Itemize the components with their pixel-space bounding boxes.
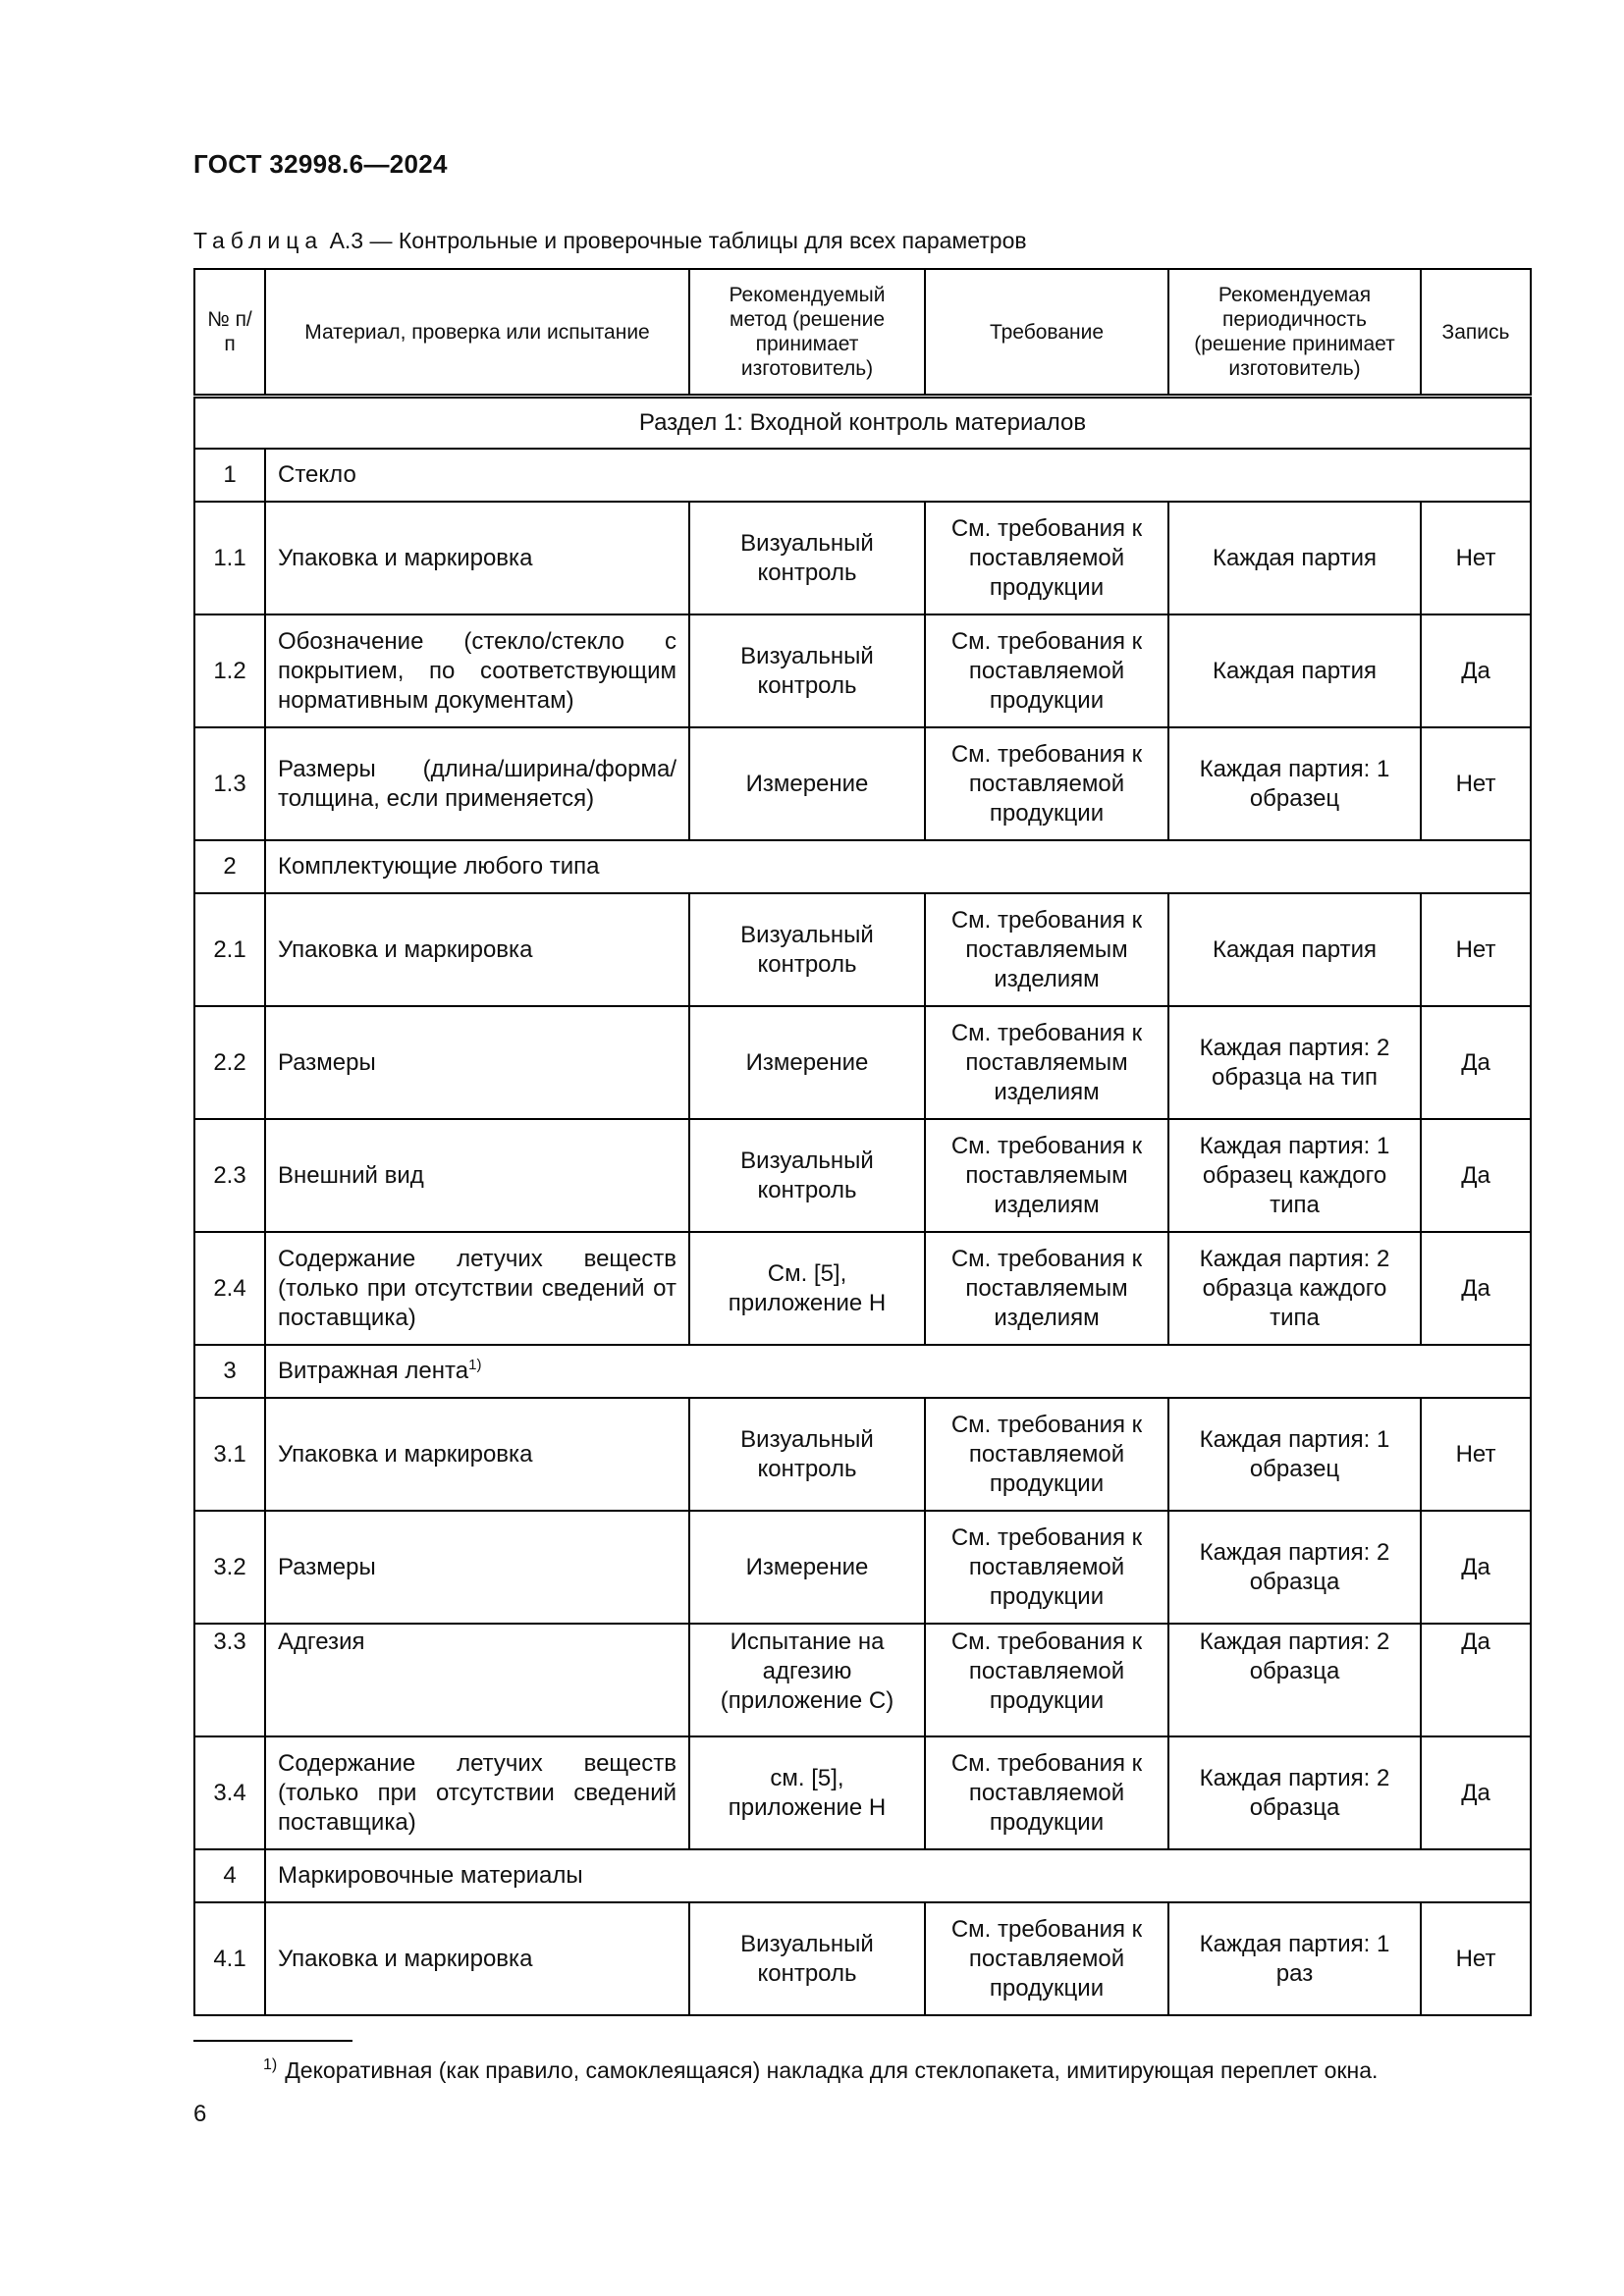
row-num: 3.3 <box>194 1624 265 1736</box>
row-method: см. [5], приложение Н <box>689 1736 925 1849</box>
row-material: Содержание летучих веществ (только при отсутствии сведений поставщика) <box>265 1736 689 1849</box>
col-header-num: № п/п <box>194 269 265 397</box>
row-method: Визуальный контроль <box>689 893 925 1006</box>
row-period: Каждая партия: 2 образца каждого типа <box>1168 1232 1421 1345</box>
row-method: Визуальный контроль <box>689 1902 925 2015</box>
table-row-group <box>194 840 1531 893</box>
row-method: Измерение <box>689 727 925 840</box>
row-period: Каждая партия <box>1168 502 1421 614</box>
row-num: 3 <box>194 1345 265 1398</box>
row-material: Размеры <box>265 1511 689 1624</box>
row-method: Визуальный контроль <box>689 614 925 727</box>
table-caption <box>193 228 1027 254</box>
footnote-divider <box>193 2040 352 2042</box>
group-title: Комплектующие любого типа <box>265 840 1531 893</box>
row-num: 1 <box>194 449 265 502</box>
control-table <box>193 268 1532 2016</box>
row-material: Упаковка и маркировка <box>265 893 689 1006</box>
row-period: Каждая партия: 2 образца <box>1168 1624 1421 1736</box>
row-material: Размеры <box>265 1006 689 1119</box>
row-method: Измерение <box>689 1511 925 1624</box>
page-number: 6 <box>193 2101 207 2127</box>
row-num: 4 <box>194 1849 265 1902</box>
row-num: 1.1 <box>194 502 265 614</box>
table-row <box>194 893 1531 1006</box>
row-record: Да <box>1421 1511 1531 1624</box>
row-requirement: См. требования к поставляемым изделиям <box>925 1006 1168 1119</box>
row-method: Измерение <box>689 1006 925 1119</box>
row-method: Визуальный контроль <box>689 1398 925 1511</box>
row-method: Визуальный контроль <box>689 502 925 614</box>
group-title-text: Витражная лента <box>278 1358 469 1384</box>
table-row <box>194 727 1531 840</box>
row-requirement: См. требования к поставляемой продукции <box>925 1736 1168 1849</box>
row-num: 1.3 <box>194 727 265 840</box>
row-period: Каждая партия: 2 образца на тип <box>1168 1006 1421 1119</box>
table-row-group <box>194 449 1531 502</box>
row-record: Нет <box>1421 1902 1531 2015</box>
row-period: Каждая партия: 2 образца <box>1168 1511 1421 1624</box>
table-row <box>194 614 1531 727</box>
row-num: 3.2 <box>194 1511 265 1624</box>
col-header-method: Рекомендуемый метод (решение принимает изготовитель) <box>689 269 925 397</box>
row-requirement: См. требования к поставляемым изделиям <box>925 1232 1168 1345</box>
row-requirement: См. требования к поставляемой продукции <box>925 614 1168 727</box>
table-row <box>194 502 1531 614</box>
table-row <box>194 1624 1531 1736</box>
table-row <box>194 1511 1531 1624</box>
row-period: Каждая партия <box>1168 614 1421 727</box>
footnote-text: Декоративная (как правило, самоклеящаяся) накладка для стеклопакета, имитирующая переплет окна. <box>285 2057 1379 2083</box>
row-num: 2.3 <box>194 1119 265 1232</box>
row-record: Да <box>1421 1006 1531 1119</box>
row-num: 1.2 <box>194 614 265 727</box>
table-caption-number: А.3 <box>329 228 364 253</box>
table-row <box>194 1119 1531 1232</box>
document-code: ГОСТ 32998.6—2024 <box>193 149 448 179</box>
row-num: 2.4 <box>194 1232 265 1345</box>
table-row-group <box>194 1345 1531 1398</box>
row-record: Нет <box>1421 893 1531 1006</box>
row-requirement: См. требования к поставляемой продукции <box>925 502 1168 614</box>
row-period: Каждая партия: 1 образец каждого типа <box>1168 1119 1421 1232</box>
footnote-ref: 1) <box>468 1357 482 1373</box>
row-record: Да <box>1421 1624 1531 1736</box>
col-header-record: Запись <box>1421 269 1531 397</box>
row-material: Адгезия <box>265 1624 689 1736</box>
row-requirement: См. требования к поставляемой продукции <box>925 727 1168 840</box>
table-header-row <box>194 269 1531 397</box>
section-title: Раздел 1: Входной контроль материалов <box>194 397 1531 450</box>
group-title: Стекло <box>265 449 1531 502</box>
row-material: Содержание летучих веществ (только при отсутствии сведений от поставщика) <box>265 1232 689 1345</box>
row-requirement: См. требования к поставляемым изделиям <box>925 893 1168 1006</box>
row-requirement: См. требования к поставляемой продукции <box>925 1624 1168 1736</box>
row-period: Каждая партия <box>1168 893 1421 1006</box>
row-method: См. [5], приложение Н <box>689 1232 925 1345</box>
col-header-material: Материал, проверка или испытание <box>265 269 689 397</box>
footnote <box>263 2057 1378 2084</box>
row-method: Визуальный контроль <box>689 1119 925 1232</box>
row-record: Нет <box>1421 1398 1531 1511</box>
row-requirement: См. требования к поставляемой продукции <box>925 1902 1168 2015</box>
row-period: Каждая партия: 1 раз <box>1168 1902 1421 2015</box>
table-caption-label: Таблица <box>193 228 324 253</box>
row-period: Каждая партия: 1 образец <box>1168 1398 1421 1511</box>
table-row-group <box>194 1849 1531 1902</box>
row-requirement: См. требования к поставляемой продукции <box>925 1398 1168 1511</box>
row-material: Размеры (длина/ширина/форма/ толщина, если применяется) <box>265 727 689 840</box>
group-title: Маркировочные материалы <box>265 1849 1531 1902</box>
table-caption-title: — Контрольные и проверочные таблицы для всех параметров <box>369 228 1027 253</box>
row-material: Упаковка и маркировка <box>265 502 689 614</box>
row-requirement: См. требования к поставляемой продукции <box>925 1511 1168 1624</box>
table-row <box>194 1902 1531 2015</box>
row-method: Испытание на адгезию (приложение С) <box>689 1624 925 1736</box>
row-num: 3.1 <box>194 1398 265 1511</box>
section-row <box>194 397 1531 450</box>
row-num: 4.1 <box>194 1902 265 2015</box>
row-record: Да <box>1421 1736 1531 1849</box>
row-record: Нет <box>1421 727 1531 840</box>
table-row <box>194 1232 1531 1345</box>
row-record: Да <box>1421 614 1531 727</box>
group-title <box>265 1345 1531 1398</box>
row-num: 2 <box>194 840 265 893</box>
row-material: Упаковка и маркировка <box>265 1398 689 1511</box>
row-record: Да <box>1421 1232 1531 1345</box>
row-record: Нет <box>1421 502 1531 614</box>
row-period: Каждая партия: 2 образца <box>1168 1736 1421 1849</box>
table-row <box>194 1736 1531 1849</box>
row-material: Внешний вид <box>265 1119 689 1232</box>
table-row <box>194 1398 1531 1511</box>
col-header-period: Рекомендуемая периодичность (решение принимает изготовитель) <box>1168 269 1421 397</box>
row-requirement: См. требования к поставляемым изделиям <box>925 1119 1168 1232</box>
row-material: Упаковка и маркировка <box>265 1902 689 2015</box>
row-material: Обозначение (стекло/стекло с покрытием, по соответствующим нормативным документам) <box>265 614 689 727</box>
row-num: 3.4 <box>194 1736 265 1849</box>
row-num: 2.1 <box>194 893 265 1006</box>
col-header-requirement: Требование <box>925 269 1168 397</box>
table-row <box>194 1006 1531 1119</box>
row-record: Да <box>1421 1119 1531 1232</box>
row-period: Каждая партия: 1 образец <box>1168 727 1421 840</box>
footnote-marker: 1) <box>263 2056 278 2074</box>
row-num: 2.2 <box>194 1006 265 1119</box>
